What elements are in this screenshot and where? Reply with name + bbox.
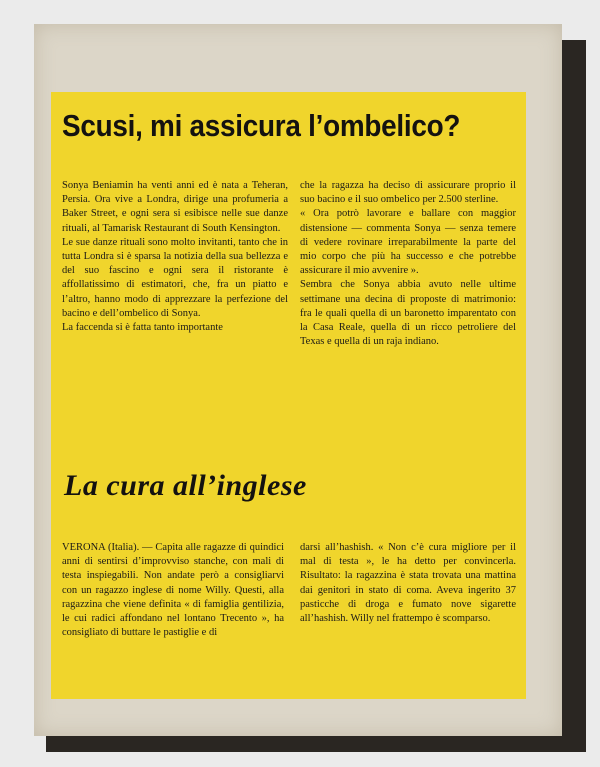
article-2-title: La cura all’inglese	[64, 469, 307, 502]
paragraph: La faccenda si è fatta tanto importante	[62, 322, 223, 334]
paragraph: darsi all’hashish. « Non c’è cura migliore per il mal di testa », le ha detto per convincerla. Risultato: la ragazzina è stata trovata una mattina dai genitori in stato di coma. Aveva ingerito 37 pasticche di droga e fumato nove sigarette all’hashish. Willy nel frattempo è scomparso.	[300, 542, 516, 625]
paragraph: Sembra che Sonya abbia avuto nelle ultime settimane una decina di proposte di matrimonio: fra le quali quella di un baronetto imparentato con la Casa Reale, quella di un ricco petroliere del Texas e quella di un raja indiano.	[300, 279, 516, 348]
paragraph: che la ragazza ha deciso di assicurare proprio il suo bacino e il suo ombelico per 2.500 sterline.	[300, 180, 516, 206]
article-1-title: Scusi, mi assicura l’ombelico?	[62, 108, 461, 143]
paragraph: Le sue danze rituali sono molto invitanti, tanto che in tutta Londra si è sparsa la notizia della sua bellezza e del suo fascino e ogni sera il ristorante è affollatissimo di estimatori, che, fra un piatto e l’altro, hanno modo di apprezzare la perfezione del bacino e dell’ombelico di Sonya.	[62, 236, 288, 319]
paragraph: VERONA (Italia). — Capita alle ragazze di quindici anni di sentirsi d’improvviso stanche, con mali di testa inspiegabili. Non andate però a consigliarvi con un ragazzo inglese di nome Willy. Questi, alla ragazzina che viene definita « di famiglia gentilizia, le cui radici affondano nel lontano Trecento », ha consigliato di buttare le pastiglie e di	[62, 542, 284, 639]
paragraph: « Ora potrò lavorare e ballare con maggior distensione — commenta Sonya — senza temere di vedere rovinare irreparabilmente la parte del mio corpo che più ha successo e che potrebbe assicurare il mio avvenire ».	[300, 208, 516, 277]
article-1-column-1	[62, 179, 288, 335]
article-2-column-1	[62, 541, 284, 640]
paragraph: Sonya Beniamin ha venti anni ed è nata a Teheran, Persia. Ora vive a Londra, dirige una profumeria a Baker Street, e ogni sera si esibisce nelle sue danze rituali, al Tamarisk Restaurant di South Kensington.	[62, 180, 288, 234]
article-2-column-2	[300, 541, 516, 626]
article-1-column-2	[300, 179, 516, 349]
